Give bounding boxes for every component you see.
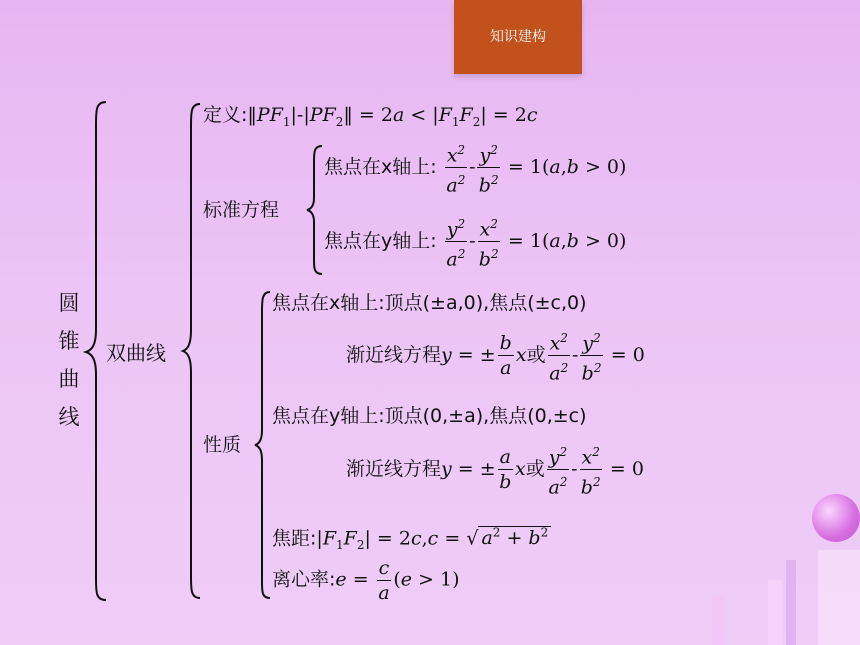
eccentricity: 离心率:e = $\frac{c}{a}$ (e > 1)	[272, 557, 460, 604]
decor-bars	[700, 550, 860, 645]
standard-x-label: 焦点在x轴上:	[324, 155, 437, 178]
properties-label: 性质	[203, 434, 242, 456]
brace-root	[86, 102, 106, 600]
brace-properties	[255, 292, 270, 598]
brace-level1	[183, 104, 200, 598]
x-axis-asymptote: 渐近线方程y = ± $\frac{b}{a}$ x或 $\frac{x^2}{a^2}$ - $\frac{y^2}{b^2}$ = 0	[346, 326, 645, 386]
definition-label: 定义:	[203, 104, 248, 126]
definition-row: 定义$:‖PF_1|-|PF_2‖ = 2a < |F_1F_2| = 2c$	[203, 104, 538, 129]
standard-x-row: 焦点在x轴上: $\frac{x^2}{a^2}$ - $\frac{y^2}{b^2}$ = 1(a,b > 0)	[324, 138, 626, 198]
focal-distance: 焦距$:|F_1F_2| = 2c,c$ = √ $a^2 + b^2$	[272, 520, 551, 558]
brace-standard	[307, 146, 322, 274]
standard-y-label: 焦点在y轴上:	[324, 229, 437, 252]
standard-label: 标准方程	[203, 199, 280, 221]
section-tab: 知识建构	[454, 0, 582, 74]
level1-label: 双曲线	[106, 341, 166, 365]
root-label: 圆锥曲线	[58, 291, 80, 429]
standard-y-row: 焦点在y轴上: $\frac{y^2}{a^2}$ - $\frac{x^2}{b^2}$ = 1(a,b > 0)	[324, 212, 626, 272]
x-axis-vertices: 焦点在x轴上:顶点(±a,0),焦点(±c,0)	[272, 292, 587, 314]
decor-sphere	[812, 494, 860, 542]
y-axis-vertices: 焦点在y轴上:顶点(0,±a),焦点(0,±c)	[272, 405, 587, 427]
y-axis-asymptote: 渐近线方程y = ± $\frac{a}{b}$ x或 $\frac{y^2}{a^2}$ - $\frac{x^2}{b^2}$ = 0	[346, 440, 644, 500]
